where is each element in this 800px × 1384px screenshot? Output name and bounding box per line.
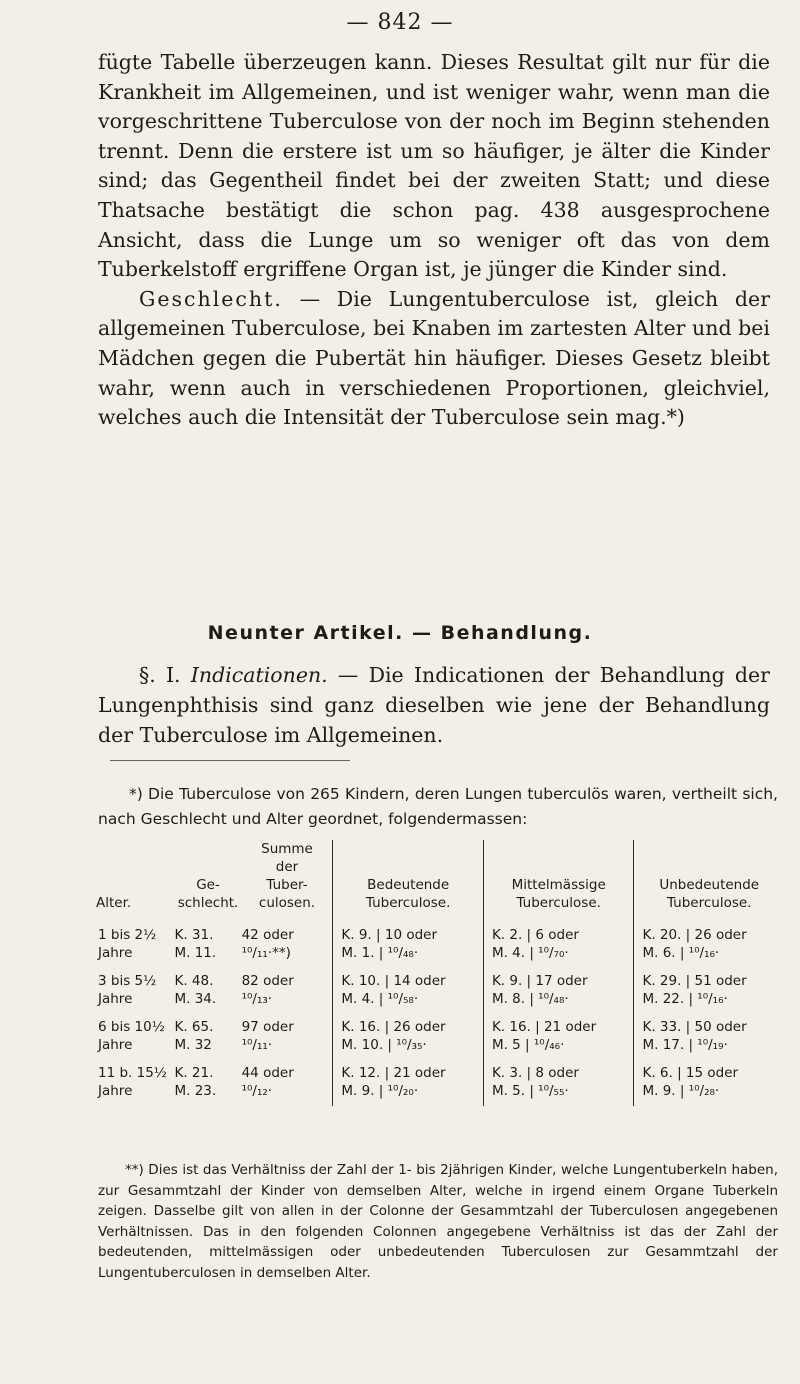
table-row	[96, 1014, 784, 1060]
cell-moderate: K. 16. | 21 oder M. 5 | ¹⁰/₄₆·	[483, 1014, 634, 1060]
cell-moderate: K. 3. | 8 oder M. 5. | ¹⁰/₅₅·	[483, 1060, 634, 1106]
cell-sum: 44 oder ¹⁰/₁₂·	[242, 1060, 333, 1106]
section-indications	[98, 660, 770, 750]
cell-significant: K. 10. | 14 oder M. 4. | ¹⁰/₅₈·	[333, 968, 484, 1014]
cell-significant: K. 16. | 26 oder M. 10. | ¹⁰/₃₅·	[333, 1014, 484, 1060]
section-number: §. I.	[139, 663, 181, 687]
table-header-row	[96, 840, 784, 922]
cell-sex: K. 65. M. 32	[174, 1019, 214, 1053]
footnote-ratio-text: **) Dies ist das Verhältniss der Zahl der 1- bis 2jährigen Kinder, welche Lungentuberkeln haben, zur Gesammtzahl der Kinder von demselben Alter, welche in irgend einem Organe Tuberkeln zeigen. Dasselbe gilt von allen in der Colonne der Gesammtzahl der Tuberculosen angegebenen Verhältnissen. Das in den folgenden Colonnen angegebene Verhältniss ist das der Zahl der bedeutenden, mittelmässigen oder unbedeutenden Tuberculosen zur Gesammtzahl der Lungentuberculosen in demselben Alter.	[98, 1162, 778, 1281]
footnote-separator	[110, 760, 350, 761]
term-geschlecht: Geschlecht.	[139, 286, 283, 311]
table-row	[96, 968, 784, 1014]
cell-sum: 42 oder ¹⁰/₁₁·**)	[242, 922, 333, 968]
footnote-ratio	[98, 1160, 778, 1283]
paragraph-sex	[98, 285, 770, 433]
paragraph-age-result: fügte Tabelle überzeugen kann. Dieses Resultat gilt nur für die Krankheit im Allgemeinen, und ist weniger wahr, wenn man die vorgeschrittene Tuberculose von der noch im Beginn stehenden trennt. Denn die erstere ist um so häufiger, je älter die Kinder sind; das Gegentheil findet bei der zweiten Statt; und diese Thatsache bestätigt die schon pag. 438 ausgesprochene Ansicht, dass die Lunge um so weniger oft das von dem Tuberkelstoff ergriffene Organ ist, je jünger die Kinder sind.	[98, 50, 770, 282]
page-number: — 842 —	[346, 10, 454, 35]
section-text: — Die Indicationen der Behandlung der Lungenphthisis sind ganz dieselben wie jene der Behandlung der Tuberculose im Allgemeinen.	[98, 663, 770, 747]
footnote-intro-text: *) Die Tuberculose von 265 Kindern, deren Lungen tuberculös waren, vertheilt sich, nach Geschlecht und Alter geordnet, folgendermassen:	[98, 785, 778, 828]
cell-sum: 97 oder ¹⁰/₁₁·	[242, 1014, 333, 1060]
tuberculosis-table	[96, 840, 784, 1106]
cell-significant: K. 12. | 21 oder M. 9. | ¹⁰/₂₀·	[333, 1060, 484, 1106]
chapter-heading: Neunter Artikel. — Behandlung.	[207, 622, 593, 644]
paragraph-sex-text: — Die Lungentuberculose ist, gleich der allgemeinen Tuberculose, bei Knaben im zartesten Alter und bei Mädchen gegen die Pubertät hin häufiger. Dieses Gesetz bleibt wahr, wenn auch in verschiedenen Proportionen, gleichviel, welches auch die Intensität der Tuberculose sein mag.*)	[98, 286, 770, 430]
table-row	[96, 922, 784, 968]
cell-insignificant: K. 29. | 51 oder M. 22. | ¹⁰/₁₆·	[642, 973, 747, 1007]
cell-insignificant: K. 20. | 26 oder M. 6. | ¹⁰/₁₆·	[642, 927, 747, 961]
cell-sex: K. 31. M. 11.	[174, 927, 217, 961]
cell-moderate: K. 9. | 17 oder M. 8. | ¹⁰/₄₈·	[483, 968, 634, 1014]
cell-insignificant: K. 33. | 50 oder M. 17. | ¹⁰/₁₉·	[642, 1019, 747, 1053]
header-insignificant: Unbedeutende Tuberculose.	[659, 877, 760, 911]
header-moderate: Mittelmässige Tuberculose.	[483, 840, 634, 922]
cell-age: 1 bis 2½ Jahre	[98, 927, 157, 961]
cell-age: 3 bis 5½ Jahre	[98, 973, 157, 1007]
header-significant: Bedeutende Tuberculose.	[333, 840, 484, 922]
cell-significant: K. 9. | 10 oder M. 1. | ¹⁰/₄₈·	[333, 922, 484, 968]
cell-sex: K. 21. M. 23.	[174, 1065, 217, 1099]
section-paragraph	[98, 660, 770, 750]
section-title: Indicationen.	[190, 663, 328, 687]
body-text	[98, 48, 770, 433]
header-sex: Ge- schlecht.	[177, 877, 239, 911]
cell-sum: 82 oder ¹⁰/₁₃·	[242, 968, 333, 1014]
cell-age: 6 bis 10½ Jahre	[98, 1019, 165, 1053]
header-sum: Summe der Tuber- culosen.	[242, 840, 333, 922]
header-age: Alter.	[96, 895, 132, 911]
footnote-intro	[98, 782, 778, 832]
cell-sex: K. 48. M. 34.	[174, 973, 217, 1007]
table-row	[96, 1060, 784, 1106]
cell-age: 11 b. 15½ Jahre	[98, 1065, 167, 1099]
cell-moderate: K. 2. | 6 oder M. 4. | ¹⁰/₇₀·	[483, 922, 634, 968]
cell-insignificant: K. 6. | 15 oder M. 9. | ¹⁰/₂₈·	[642, 1065, 739, 1099]
